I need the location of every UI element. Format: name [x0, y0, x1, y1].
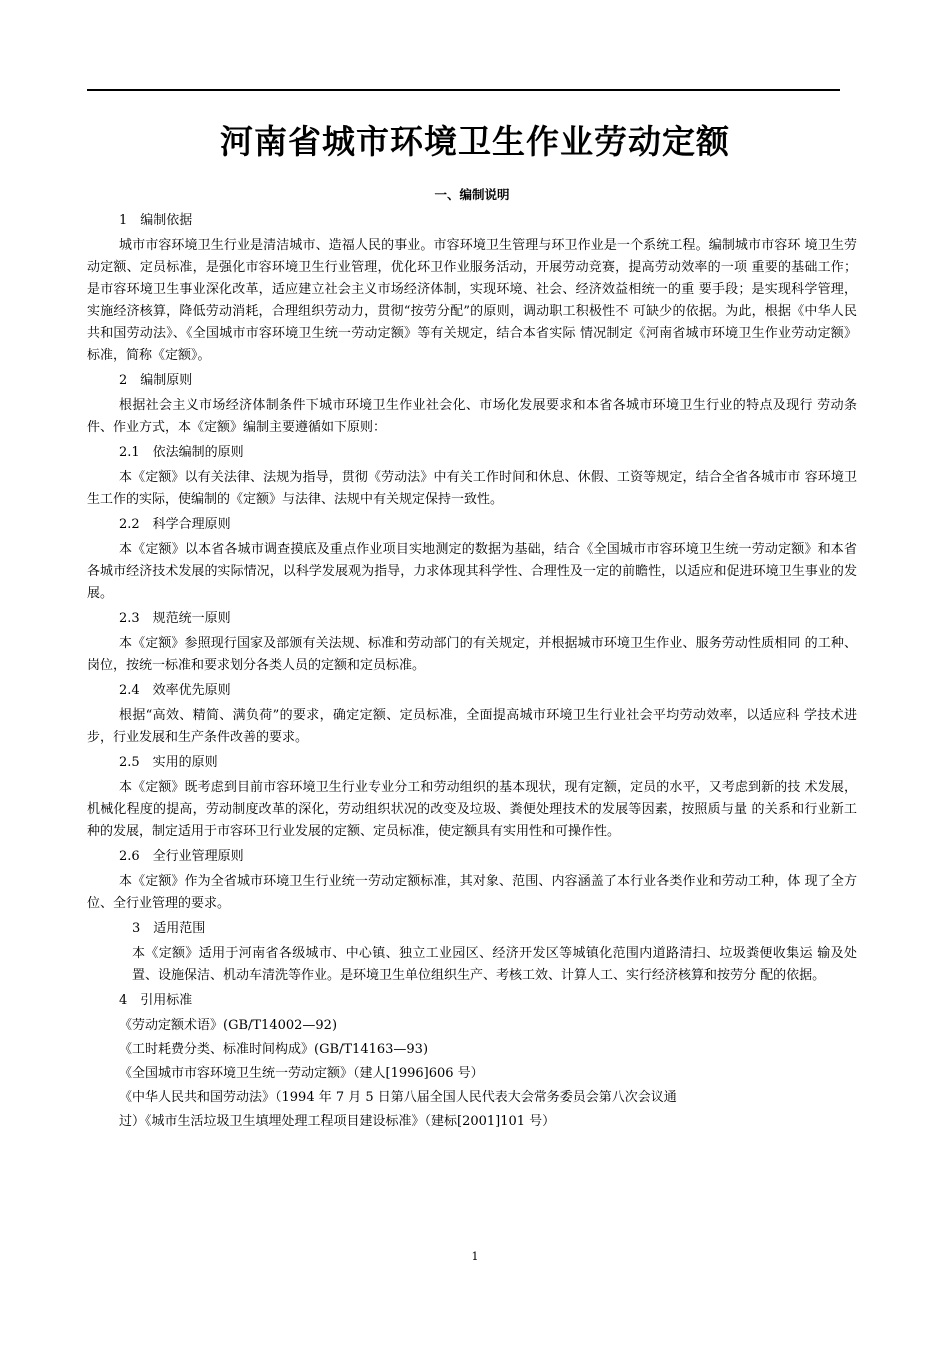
reference-item: 《工时耗费分类、标准时间构成》(GB/T14163—93) — [119, 1042, 429, 1057]
paragraph-principles: 根据社会主义市场经济体制条件下城市环境卫生作业社会化、市场化发展要求和本省各城市环境卫生行业的特点及现行 劳动条件、作业方式，本《定额》编制主要遵循如下原则： — [87, 398, 857, 435]
document-body — [87, 184, 857, 1135]
heading-principle-industry: 2.6 全行业管理原则 — [119, 849, 244, 864]
paragraph-principle-industry: 本《定额》作为全省城市环境卫生行业统一劳动定额标准，其对象、范围、内容涵盖了本行业各类作业和劳动工种，体 现了全方位、全行业管理的要求。 — [87, 874, 857, 911]
top-rule — [87, 89, 840, 91]
paragraph-principle-legal: 本《定额》以有关法律、法规为指导，贯彻《劳动法》中有关工作时间和休息、休假、工资等规定，结合全省各城市市 容环境卫生工作的实际，使编制的《定额》与法律、法规中有关规定保持一致性。 — [87, 470, 857, 507]
heading-scope: 3 适用范围 — [132, 921, 206, 936]
page-number: 1 — [471, 1250, 479, 1263]
reference-list — [87, 1015, 857, 1133]
section-heading: 一、编制说明 — [434, 187, 510, 202]
reference-item: 过）《城市生活垃圾卫生填埋处理工程项目建设标准》（建标[2001]101 号） — [119, 1114, 556, 1129]
heading-basis: 1 编制依据 — [119, 213, 193, 228]
reference-item: 《中华人民共和国劳动法》（1994 年 7 月 5 日第八届全国人民代表大会常务委员会第八次会议通 — [119, 1090, 677, 1105]
reference-item: 《全国城市市容环境卫生统一劳动定额》（建人[1996]606 号） — [119, 1066, 484, 1081]
heading-principle-scientific: 2.2 科学合理原则 — [119, 517, 231, 532]
heading-principle-standard: 2.3 规范统一原则 — [119, 611, 231, 626]
heading-principle-legal: 2.1 依法编制的原则 — [119, 445, 244, 460]
paragraph-principle-efficiency: 根据“高效、精简、满负荷”的要求，确定定额、定员标准，全面提高城市环境卫生行业社会平均劳动效率，以适应科 学技术进步，行业发展和生产条件改善的要求。 — [87, 708, 857, 745]
heading-principle-efficiency: 2.4 效率优先原则 — [119, 683, 231, 698]
reference-item: 《劳动定额术语》(GB/T14002—92) — [119, 1018, 338, 1033]
document-title: 河南省城市环境卫生作业劳动定额 — [220, 122, 730, 161]
paragraph-principle-scientific: 本《定额》以本省各城市调查摸底及重点作业项目实地测定的数据为基础，结合《全国城市市容环境卫生统一劳动定额》和本省各城市经济技术发展的实际情况，以科学发展观为指导，力求体现其科学性、合理性及一定的前瞻性，以适应和促进环境卫生事业的发展。 — [87, 542, 857, 601]
paragraph-principle-practical: 本《定额》既考虑到目前市容环境卫生行业专业分工和劳动组织的基本现状，现有定额，定员的水平，又考虑到新的技 术发展，机械化程度的提高，劳动制度改革的深化，劳动组织状况的改变及垃圾、粪便处理技术的发展等因素，按照质与量 的关系和行业新工种的发展，制定适用于市容环卫行业发展的定额、定员标准，使定额具有实用性和可操作性。 — [87, 780, 857, 839]
paragraph-scope: 本《定额》适用于河南省各级城市、中心镇、独立工业园区、经济开发区等城镇化范围内道路清扫、垃圾粪便收集运 输及处置、设施保洁、机动车清洗等作业。是环境卫生单位组织生产、考核工效、计算人工、实行经济核算和按劳分 配的依据。 — [132, 946, 857, 983]
paragraph-basis: 城市市容环境卫生行业是清洁城市、造福人民的事业。市容环境卫生管理与环卫作业是一个系统工程。编制城市市容环 境卫生劳动定额、定员标准，是强化市容环境卫生行业管理，优化环卫作业服务活动，开展劳动竞赛，提高劳动效率的一项 重要的基础工作；是市容环境卫生事业深化改革，适应建立社会主义市场经济体制，实现环境、社会、经济效益相统一的重 要手段；是实现科学管理，实施经济核算，降低劳动消耗，合理组织劳动力，贯彻“按劳分配”的原则，调动职工积极性不 可缺少的依据。为此，根据《中华人民共和国劳动法》、《全国城市市容环境卫生统一劳动定额》等有关规定，结合本省实际 情况制定《河南省城市环境卫生作业劳动定额》标准，简称《定额》。 — [87, 238, 857, 363]
heading-principle-practical: 2.5 实用的原则 — [119, 755, 218, 770]
paragraph-principle-standard: 本《定额》参照现行国家及部颁有关法规、标准和劳动部门的有关规定，并根据城市环境卫生作业、服务劳动性质相同 的工种、岗位，按统一标准和要求划分各类人员的定额和定员标准。 — [87, 636, 857, 673]
heading-references: 4 引用标准 — [119, 993, 193, 1008]
heading-principles: 2 编制原则 — [119, 373, 193, 388]
